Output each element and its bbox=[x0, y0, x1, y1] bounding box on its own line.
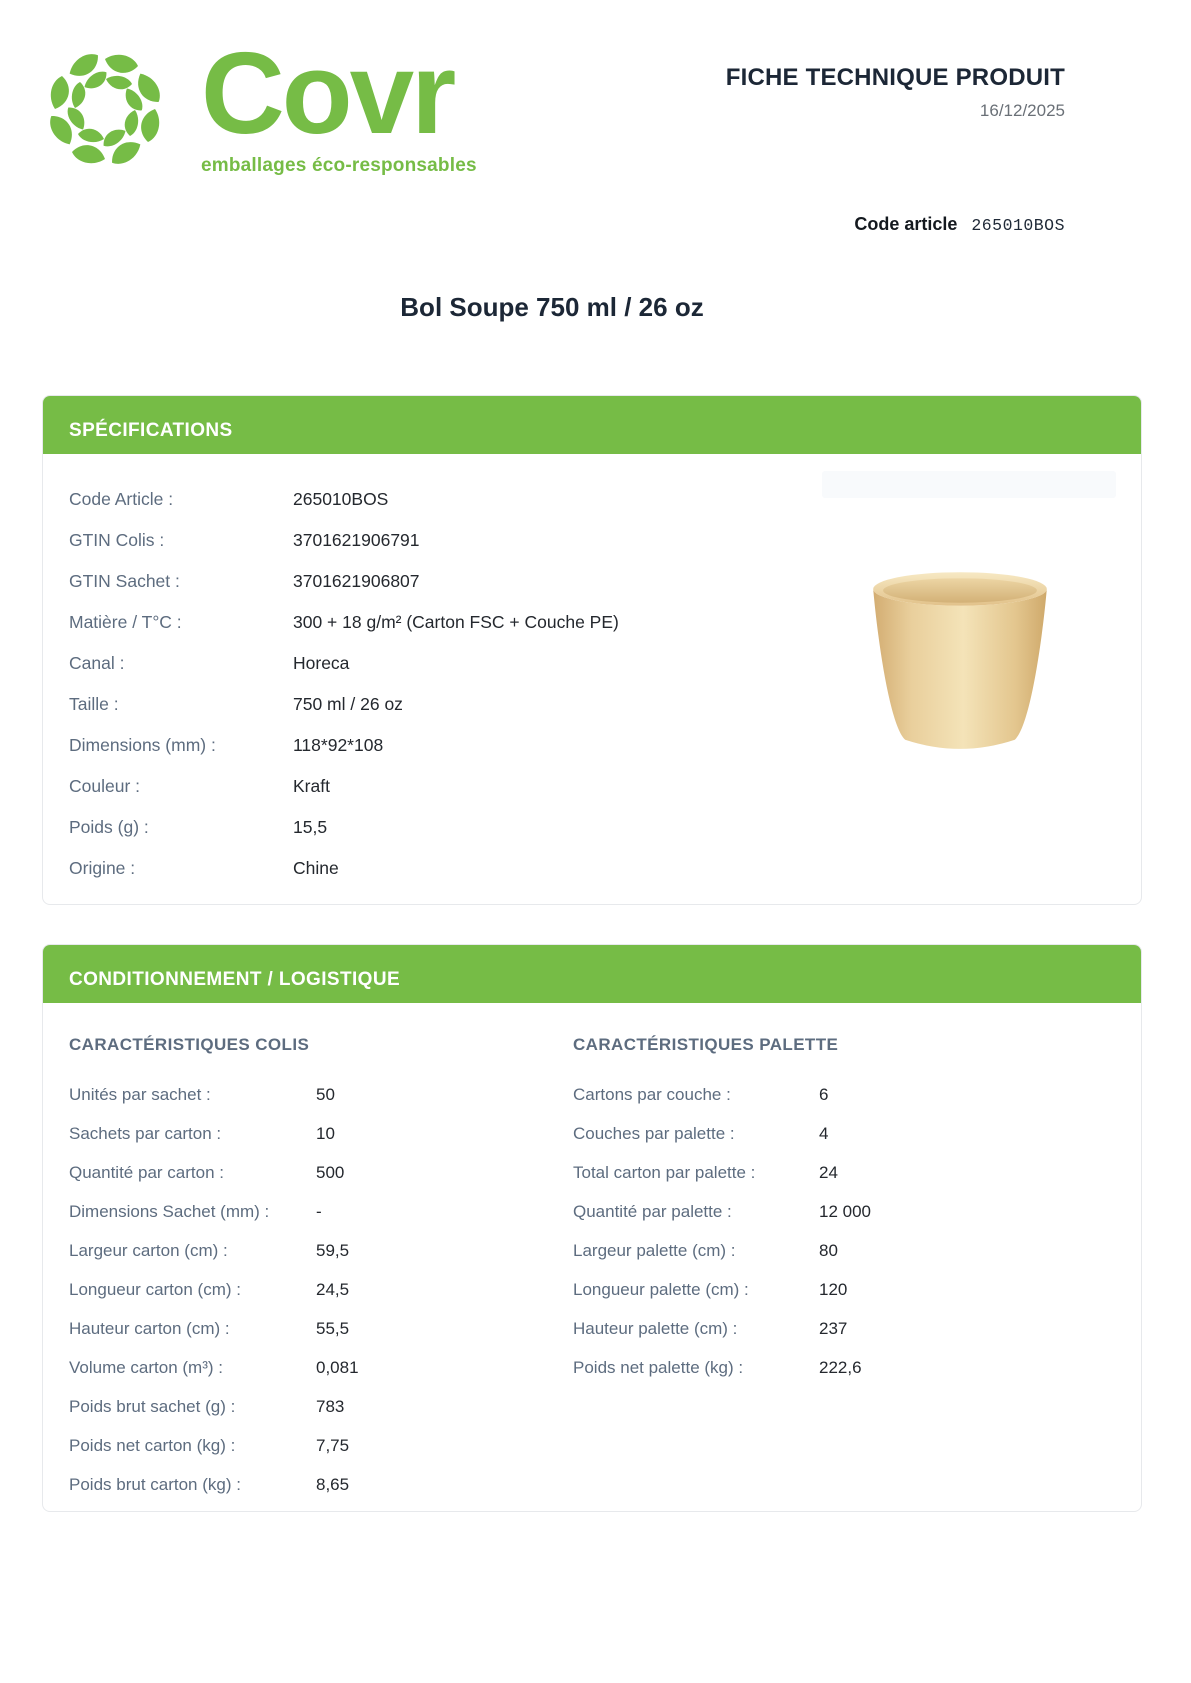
palette-row-value: 24 bbox=[819, 1162, 838, 1182]
colis-row-value: 55,5 bbox=[316, 1318, 350, 1338]
colis-row bbox=[69, 1465, 573, 1504]
spec-row-value: Kraft bbox=[293, 776, 330, 796]
palette-rows bbox=[573, 1075, 1115, 1387]
spec-row bbox=[69, 848, 1115, 889]
document-title: FICHE TECHNIQUE PRODUIT bbox=[725, 64, 1065, 91]
colis-row-value: 59,5 bbox=[316, 1240, 350, 1260]
colis-row bbox=[69, 1387, 573, 1426]
colis-row bbox=[69, 1270, 573, 1309]
colis-row-label: Dimensions Sachet (mm) : bbox=[69, 1201, 270, 1221]
palette-row-value: 120 bbox=[819, 1279, 848, 1299]
spec-row-label: Origine : bbox=[69, 858, 136, 878]
spec-row-value: 265010BOS bbox=[293, 489, 389, 509]
palette-row bbox=[573, 1153, 1115, 1192]
spec-row-value: 118*92*108 bbox=[293, 735, 384, 755]
colis-row-value: 50 bbox=[316, 1084, 335, 1104]
colis-rows bbox=[69, 1075, 573, 1504]
colis-row-label: Hauteur carton (cm) : bbox=[69, 1318, 230, 1338]
colis-row bbox=[69, 1426, 573, 1465]
colis-row-label: Volume carton (m³) : bbox=[69, 1357, 223, 1377]
colis-row bbox=[69, 1075, 573, 1114]
palette-row-label: Cartons par couche : bbox=[573, 1084, 731, 1104]
brand-text bbox=[201, 28, 477, 177]
document-date: 16/12/2025 bbox=[979, 101, 1065, 120]
palette-row-label: Couches par palette : bbox=[573, 1123, 735, 1143]
spec-row-label: GTIN Colis : bbox=[69, 530, 165, 550]
spec-row-value: 3701621906807 bbox=[293, 571, 420, 591]
colis-row-value: 7,75 bbox=[316, 1435, 350, 1455]
spec-row-value: Chine bbox=[293, 858, 339, 878]
spec-row-label: Canal : bbox=[69, 653, 125, 673]
colis-row-label: Sachets par carton : bbox=[69, 1123, 222, 1143]
palette-row bbox=[573, 1348, 1115, 1387]
colis-row-label: Unités par sachet : bbox=[69, 1084, 211, 1104]
palette-row-label: Hauteur palette (cm) : bbox=[573, 1318, 738, 1338]
spec-row-value: 300 + 18 g/m² (Carton FSC + Couche PE) bbox=[293, 612, 619, 632]
palette-row bbox=[573, 1270, 1115, 1309]
specifications-title: SPÉCIFICATIONS bbox=[69, 420, 233, 441]
colis-column-title: CARACTÉRISTIQUES COLIS bbox=[69, 1035, 310, 1054]
palette-row-label: Poids net palette (kg) : bbox=[573, 1357, 744, 1377]
palette-row-label: Longueur palette (cm) : bbox=[573, 1279, 749, 1299]
specifications-card bbox=[42, 395, 1142, 905]
colis-row bbox=[69, 1192, 573, 1231]
colis-row bbox=[69, 1231, 573, 1270]
spec-row-value: 15,5 bbox=[293, 817, 328, 837]
spec-row bbox=[69, 766, 1115, 807]
palette-column bbox=[573, 1003, 1115, 1504]
palette-row-value: 80 bbox=[819, 1240, 838, 1260]
palette-row bbox=[573, 1075, 1115, 1114]
palette-row-label: Quantité par palette : bbox=[573, 1201, 732, 1221]
specifications-header-band bbox=[43, 396, 1141, 454]
palette-row-label: Total carton par palette : bbox=[573, 1162, 756, 1182]
spec-row-label: GTIN Sachet : bbox=[69, 571, 180, 591]
palette-row bbox=[573, 1114, 1115, 1153]
colis-row-label: Longueur carton (cm) : bbox=[69, 1279, 241, 1299]
colis-row-value: 24,5 bbox=[316, 1279, 350, 1299]
document-heading bbox=[726, 64, 1065, 121]
page-header bbox=[45, 28, 1065, 177]
code-article-line bbox=[854, 214, 1065, 235]
product-photo-kraft-bowl bbox=[861, 557, 1059, 770]
colis-row-value: 500 bbox=[316, 1162, 345, 1182]
specifications-body bbox=[43, 454, 1141, 905]
brand-tagline: emballages éco-responsables bbox=[201, 155, 477, 177]
code-article-value: 265010BOS bbox=[971, 216, 1065, 235]
product-title: Bol Soupe 750 ml / 26 oz bbox=[400, 292, 704, 322]
spec-row bbox=[69, 807, 1115, 848]
spec-row-value: 750 ml / 26 oz bbox=[293, 694, 403, 714]
colis-row-label: Largeur carton (cm) : bbox=[69, 1240, 228, 1260]
colis-row-label: Poids brut carton (kg) : bbox=[69, 1474, 241, 1494]
colis-row-label: Quantité par carton : bbox=[69, 1162, 224, 1182]
spec-row-value: 3701621906791 bbox=[293, 530, 420, 550]
palette-row bbox=[573, 1309, 1115, 1348]
palette-column-title: CARACTÉRISTIQUES PALETTE bbox=[573, 1035, 839, 1054]
colis-row bbox=[69, 1114, 573, 1153]
colis-column bbox=[69, 1003, 573, 1504]
palette-row-value: 4 bbox=[819, 1123, 829, 1143]
covr-leaf-ring-icon bbox=[45, 44, 165, 174]
code-article-label: Code article bbox=[854, 214, 958, 234]
colis-row-value: 783 bbox=[316, 1396, 345, 1416]
colis-row-value: 8,65 bbox=[316, 1474, 350, 1494]
logistics-body bbox=[43, 1003, 1141, 1504]
palette-row-value: 12 000 bbox=[819, 1201, 871, 1221]
spec-row-label: Code Article : bbox=[69, 489, 174, 509]
colis-row-value: 10 bbox=[316, 1123, 335, 1143]
brand-name: Covr bbox=[201, 28, 454, 158]
logistics-title: CONDITIONNEMENT / LOGISTIQUE bbox=[69, 969, 401, 990]
colis-row-label: Poids net carton (kg) : bbox=[69, 1435, 236, 1455]
palette-row-value: 6 bbox=[819, 1084, 829, 1104]
colis-row bbox=[69, 1348, 573, 1387]
logistics-header-band bbox=[43, 945, 1141, 1003]
spec-row-label: Dimensions (mm) : bbox=[69, 735, 216, 755]
spec-row-label: Couleur : bbox=[69, 776, 141, 796]
palette-row-value: 222,6 bbox=[819, 1357, 862, 1377]
spec-row-value: Horeca bbox=[293, 653, 350, 673]
palette-row-value: 237 bbox=[819, 1318, 848, 1338]
spec-row-label: Taille : bbox=[69, 694, 119, 714]
spec-row-label: Poids (g) : bbox=[69, 817, 149, 837]
logistics-card bbox=[42, 944, 1142, 1512]
palette-row bbox=[573, 1231, 1115, 1270]
spec-row-label: Matière / T°C : bbox=[69, 612, 182, 632]
brand-logo bbox=[45, 28, 477, 177]
spec-row bbox=[69, 520, 1115, 561]
palette-row bbox=[573, 1192, 1115, 1231]
colis-row bbox=[69, 1153, 573, 1192]
colis-row bbox=[69, 1309, 573, 1348]
product-photo-background-bar bbox=[822, 471, 1116, 498]
colis-row-value: - bbox=[316, 1201, 322, 1221]
palette-row-label: Largeur palette (cm) : bbox=[573, 1240, 736, 1260]
colis-row-label: Poids brut sachet (g) : bbox=[69, 1396, 236, 1416]
colis-row-value: 0,081 bbox=[316, 1357, 359, 1377]
